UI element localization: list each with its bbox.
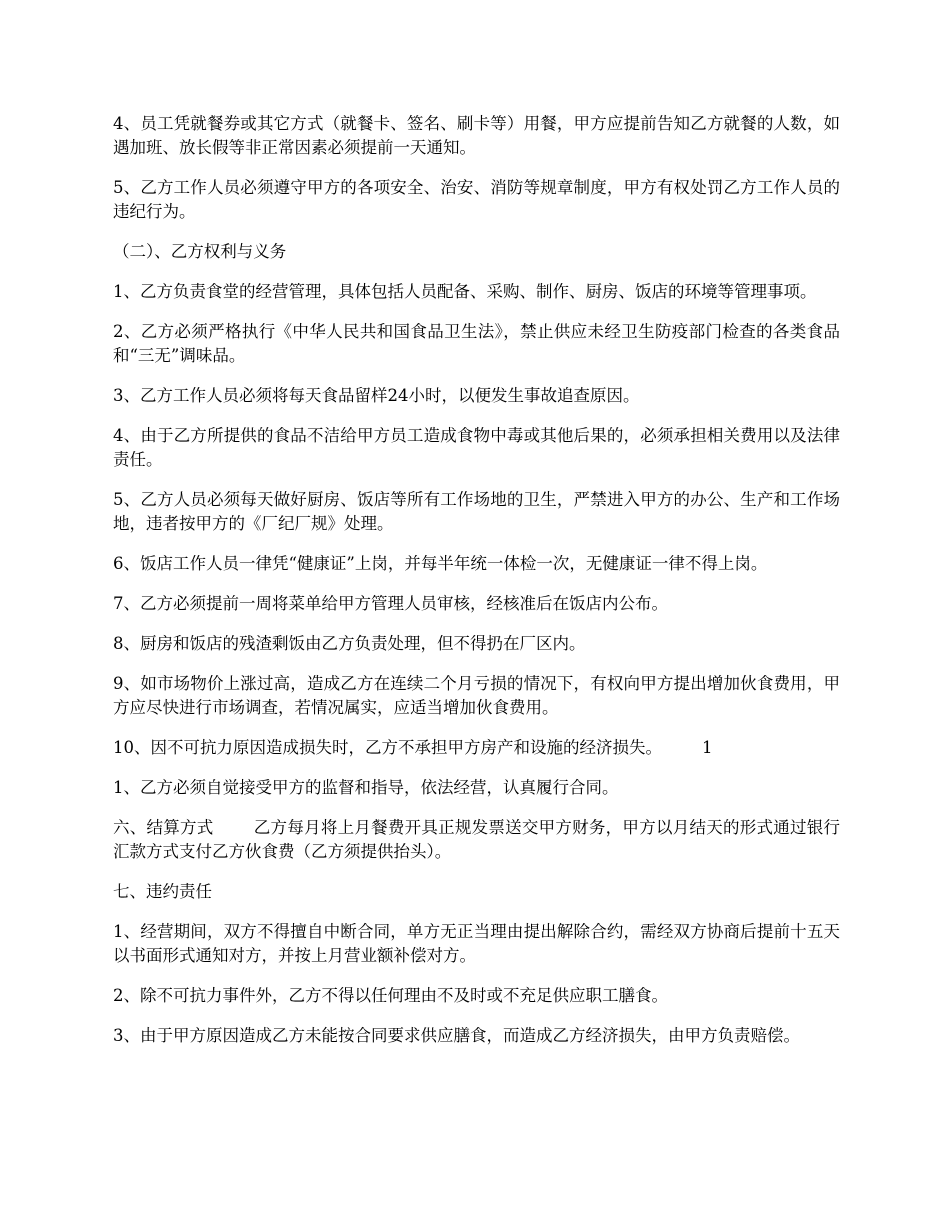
paragraph: 7、乙方必须提前一周将菜单给甲方管理人员审核，经核准后在饭店内公布。 — [113, 594, 668, 613]
paragraph: 4、由于乙方所提供的食品不洁给甲方员工造成食物中毒或其他后果的，必须承担相关费用以及法律责任。 — [113, 426, 840, 469]
paragraph: 5、乙方工作人员必须遵守甲方的各项安全、治安、消防等规章制度，甲方有权处罚乙方工作人员的违纪行为。 — [113, 178, 840, 221]
section-heading: （二）、乙方权利与义务 — [113, 242, 287, 261]
paragraph: 8、厨房和饭店的残渣剩饭由乙方负责处理，但不得扔在厂区内。 — [113, 634, 586, 653]
paragraph: 2、乙方必须严格执行《中华人民共和国食品卫生法》，禁止供应未经卫生防疫部门检查的各类食品和“三无”调味品。 — [113, 322, 840, 365]
paragraph: 2、除不可抗力事件外，乙方不得以任何理由不及时或不充足供应职工膳食。 — [113, 986, 668, 1005]
paragraph: 9、如市场物价上涨过高，造成乙方在连续二个月亏损的情况下，有权向甲方提出增加伙食费用，甲方应尽快进行市场调查，若情况属实，应适当增加伙食费用。 — [113, 674, 840, 717]
paragraph: 4、员工凭就餐券或其它方式（就餐卡、签名、刷卡等）用餐，甲方应提前告知乙方就餐的人数，如遇加班、放长假等非正常因素必须提前一天通知。 — [113, 114, 840, 157]
paragraph: 3、由于甲方原因造成乙方未能按合同要求供应膳食，而造成乙方经济损失，由甲方负责赔偿。 — [113, 1026, 800, 1045]
paragraph: 3、乙方工作人员必须将每天食品留样24小时，以便发生事故追查原因。 — [113, 386, 640, 405]
paragraph: 5、乙方人员必须每天做好厨房、饭店等所有工作场地的卫生，严禁进入甲方的办公、生产和工作场地，违者按甲方的《厂纪厂规》处理。 — [113, 490, 840, 533]
paragraph: 1、经营期间，双方不得擅自中断合同，单方无正当理由提出解除合约，需经双方协商后提前十五天以书面形式通知对方，并按上月营业额补偿对方。 — [113, 922, 840, 965]
paragraph-text: 10、因不可抗力原因造成损失时，乙方不承担甲方房产和设施的经济损失。 — [113, 738, 662, 757]
paragraph: 6、饭店工作人员一律凭“健康证”上岗，并每半年统一体检一次，无健康证一律不得上岗。 — [113, 554, 768, 573]
paragraph-with-page-number — [113, 736, 840, 760]
section-heading: 七、违约责任 — [113, 882, 212, 901]
settlement-paragraph — [113, 816, 840, 864]
section-heading: 六、结算方式 — [113, 818, 214, 837]
paragraph: 1、乙方负责食堂的经营管理，具体包括人员配备、采购、制作、厨房、饭店的环境等管理事项。 — [113, 282, 817, 301]
paragraph: 1、乙方必须自觉接受甲方的监督和指导，依法经营，认真履行合同。 — [113, 778, 619, 797]
document-body — [113, 112, 840, 1064]
page-number: 1 — [702, 738, 713, 757]
paragraph-text: 乙方每月将上月餐费开具正规发票送交甲方财务，甲方以月结天的形式通过银行汇款方式支付乙方伙食费（乙方须提供抬头）。 — [113, 818, 841, 861]
